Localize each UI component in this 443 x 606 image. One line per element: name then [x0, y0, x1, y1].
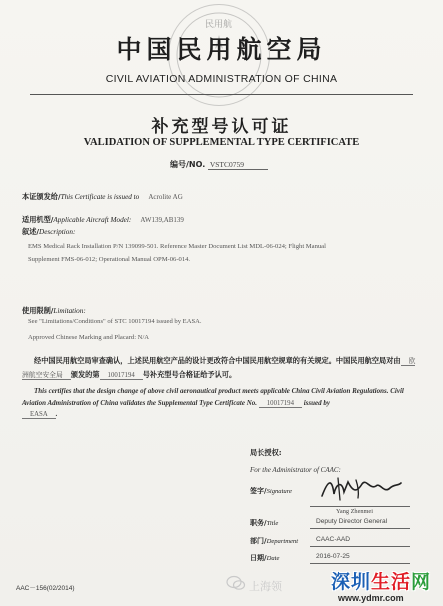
wechat-icon [226, 573, 246, 593]
authorized-cn: 局长授权: [250, 448, 282, 457]
subtitle-cn: 补充型号认可证 [151, 117, 292, 137]
title-cn: 中国民用航空局 [116, 35, 327, 64]
signature-line [310, 506, 410, 507]
issued-to-value: Acrolite AG [148, 193, 183, 201]
subtitle-en: VALIDATION OF SUPPLEMENTAL TYPE CERTIFICATE [83, 137, 360, 148]
date-value: 2016-07-25 [316, 553, 350, 560]
date-line [310, 563, 410, 564]
department-label-en: Department [266, 538, 299, 545]
issued-to-label-en: This Certificate is issued to [60, 193, 140, 201]
date-label [250, 553, 279, 563]
aircraft-value: AW139,AB139 [140, 216, 184, 224]
logo-part-3: 网 [411, 570, 432, 593]
aircraft-row [22, 207, 184, 226]
title-label-en: Title [266, 520, 279, 527]
logo-part-1: 深圳 [330, 570, 371, 593]
description-label-cn: 叙述/ [22, 227, 40, 236]
header-divider [30, 94, 413, 95]
department-line [310, 546, 410, 547]
description-label-en: Description: [39, 228, 76, 236]
statement-en-part1: This certifies that the design change of above civil aeronautical product meets applicable China Civil Aviation Regulations. Civil Aviation Administration of China validates the Supplemental Type Certificate No. [22, 387, 404, 407]
department-label-cn: 部门/ [250, 537, 267, 545]
description-line-2: Supplement FMS-06-012; Operational Manual OPM-06-014. [28, 256, 191, 263]
seal-text: 民用航 [205, 20, 233, 30]
department-label [250, 536, 298, 546]
date-label-cn: 日期/ [250, 554, 267, 562]
cert-number-label: 编号/NO. [170, 160, 206, 169]
watermark-text: 上海领 [249, 580, 282, 593]
issued-to-label-cn: 本证颁发给/ [22, 192, 61, 201]
department-value: CAAC-AAD [316, 536, 351, 543]
aircraft-label-cn: 适用机型/ [22, 215, 54, 224]
description-body [28, 240, 423, 266]
title-label [250, 518, 278, 528]
statement-cn-authority: 欧洲航空安全局 [22, 357, 416, 379]
signature-label-en: Signature [266, 488, 292, 495]
authorized-en: For the Administrator of CAAC: [250, 466, 341, 474]
aircraft-label-en: Applicable Aircraft Model: [53, 216, 132, 224]
signature-label [250, 486, 292, 496]
form-number: AAC－156(02/2014) [16, 585, 75, 592]
description-label [22, 227, 75, 237]
title-label-cn: 职务/ [250, 519, 267, 527]
shenzhen-life-logo [322, 566, 440, 594]
statement-cn-part2: 颁发的第 [70, 370, 100, 379]
logo-part-2: 生活 [370, 570, 411, 593]
title-en: CIVIL AVIATION ADMINISTRATION OF CHINA [105, 73, 338, 85]
statement-en-part2: issued by [303, 398, 330, 407]
cert-number-value: VSTC0759 [209, 160, 244, 169]
statement-en-stc: 10017194 [259, 400, 302, 408]
date-label-en: Date [266, 555, 280, 562]
title-value: Deputy Director General [316, 518, 388, 525]
issued-to-row [22, 184, 183, 203]
cert-number-row [170, 159, 268, 170]
limitation-label-cn: 使用限制/ [22, 306, 54, 315]
limitation-label [22, 306, 86, 316]
statement-cn-part1: 经中国民用航空局审查确认，上述民用航空产品的设计更改符合中国民用航空规章的有关规定。中国民用航空局对由 [34, 356, 401, 365]
description-line-1: EMS Medical Rack Installation P/N 139099-501. Reference Master Document List MDL-06-024; Flight Manual [28, 243, 326, 250]
signature-label-cn: 签字/ [250, 487, 267, 495]
limitation-label-en: Limitation: [53, 307, 86, 315]
title-line [310, 528, 410, 529]
signer-name: Yang Zhenmei [336, 508, 373, 515]
handwritten-signature [318, 474, 403, 504]
statement-cn-part3: 号补充型号合格证给予认可。 [142, 370, 237, 379]
statement-cn [22, 354, 422, 383]
limitation-line-1: See "Limitations/Conditions" of STC 10017194 issued by EASA. [28, 318, 202, 325]
logo-url: www.ydmr.com [338, 593, 404, 603]
statement-en-end: . [55, 410, 58, 418]
statement-cn-stc: 10017194 [100, 372, 143, 380]
statement-en-issuer: EASA [22, 411, 56, 419]
limitation-line-2: Approved Chinese Marking and Placard: N/A [28, 334, 150, 341]
statement-en [22, 386, 422, 421]
